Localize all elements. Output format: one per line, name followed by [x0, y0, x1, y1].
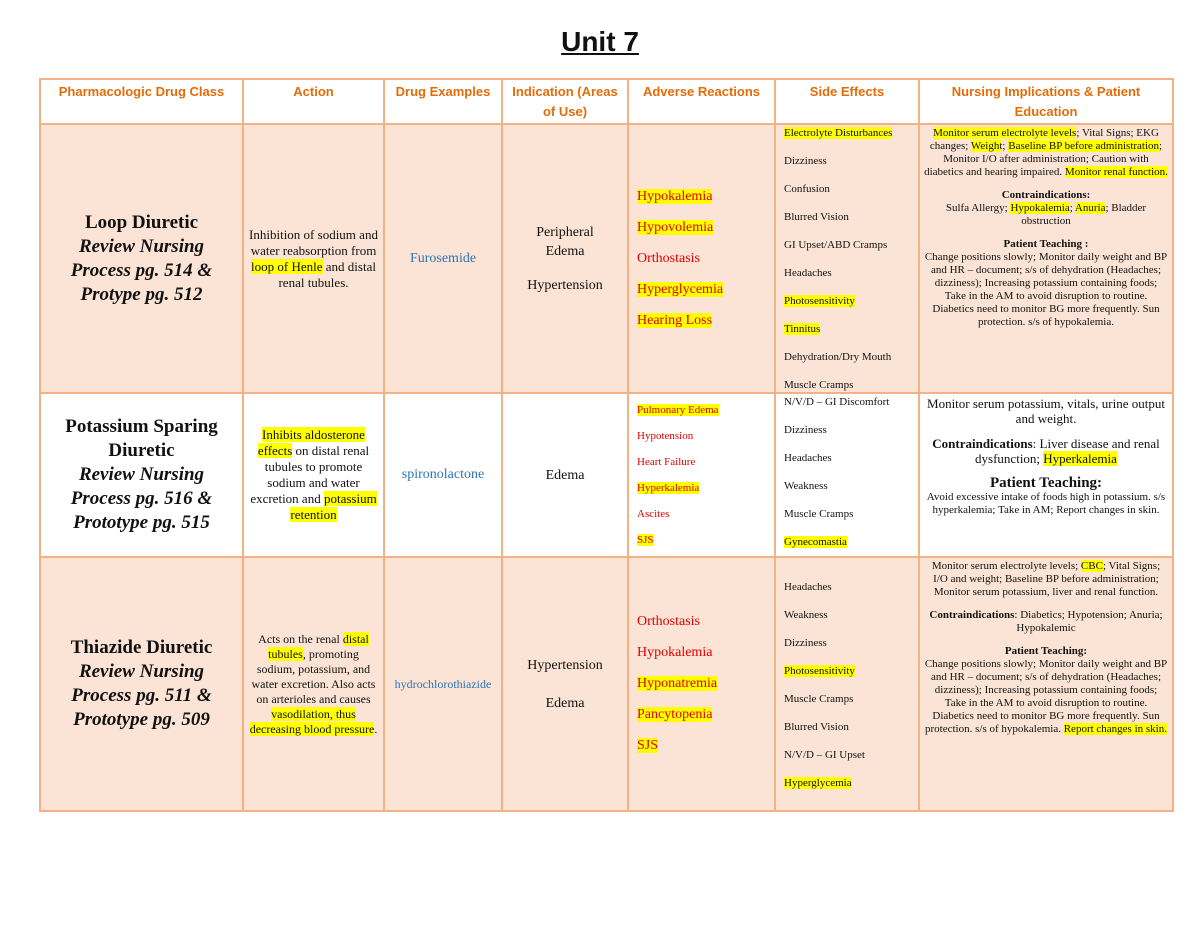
header-nursing-implications: Nursing Implications & Patient Education — [919, 79, 1173, 124]
page-title: Unit 7 — [561, 26, 639, 57]
drug-class-reference: Review Nursing — [78, 661, 205, 682]
action-text: , promoting sodium, potassium, and water excretion. Also acts on arterioles and causes — [251, 646, 376, 706]
side-effect-item: Dizziness — [784, 636, 827, 649]
drug-class-cell — [40, 393, 243, 557]
adverse-item: Orthostasis — [637, 614, 700, 629]
action-cell — [243, 557, 384, 811]
side-effect-item: Muscle Cramps — [784, 379, 854, 391]
indication-item: Edema — [545, 695, 585, 711]
side-effect-item: Headaches — [784, 580, 832, 593]
side-effect-item: Muscle Cramps — [784, 508, 854, 520]
contraindications-text: Sulfa Allergy; Hypokalemia; Anuria; Bladder obstruction — [945, 202, 1147, 227]
drug-class-reference: Process pg. 514 & — [70, 259, 213, 281]
monitoring-text: Monitor serum electrolyte levels; CBC; Vital Signs; I/O and weight; Baseline BP before administration; Monitor serum potassium, liver and renal function. — [931, 560, 1161, 598]
action-text: and distal renal tubules. — [278, 258, 376, 290]
side-effect-item: Blurred Vision — [784, 211, 849, 223]
indication-cell — [502, 557, 628, 811]
indication-item: Hypertension — [527, 277, 603, 293]
adverse-item: Hearing Loss — [637, 312, 713, 328]
patient-teaching-text: Avoid excessive intake of foods high in potassium. s/s hyperkalemia; Take in AM; Report changes in skin. — [926, 491, 1166, 516]
contraindications-label: Contraindications: — [1001, 189, 1091, 201]
nursing-implications-cell — [919, 557, 1173, 811]
side-effect-item: GI Upset/ABD Cramps — [784, 239, 888, 251]
action-highlight: potassium retention — [290, 491, 377, 522]
header-side-effects: Side Effects — [775, 79, 919, 124]
side-effect-item: Photosensitivity — [784, 295, 855, 307]
drug-class-name: Potassium Sparing — [65, 416, 218, 437]
side-effect-item: Dizziness — [784, 424, 827, 436]
adverse-reactions-cell — [628, 393, 775, 557]
side-effects-cell — [775, 393, 919, 557]
drug-class-cell — [40, 124, 243, 393]
drug-class-reference: Review Nursing — [78, 464, 205, 485]
adverse-item: Hypokalemia — [637, 645, 713, 660]
drug-class-reference: Prototype pg. 515 — [73, 512, 210, 533]
header-action: Action — [243, 79, 384, 124]
side-effect-item: Blurred Vision — [784, 720, 849, 733]
indication-item: Peripheral Edema — [536, 224, 594, 259]
nursing-implications-cell — [919, 124, 1173, 393]
action-text: on distal renal tubules to promote sodium and water excretion and — [250, 443, 370, 506]
adverse-item: Orthostasis — [637, 250, 700, 266]
patient-teaching-label: Patient Teaching : — [1003, 238, 1089, 250]
header-indication: Indication (Areas of Use) — [502, 79, 628, 124]
drug-class-reference: Review Nursing — [78, 235, 205, 257]
adverse-item: Hypovolemia — [637, 219, 714, 235]
header-row — [40, 79, 1173, 124]
adverse-item: Hypotension — [637, 430, 694, 442]
side-effects-cell — [775, 124, 919, 393]
header-drug-examples: Drug Examples — [384, 79, 502, 124]
drug-class-cell — [40, 557, 243, 811]
drug-class-reference: Process pg. 511 & — [71, 685, 212, 706]
action-cell — [243, 124, 384, 393]
side-effect-item: Confusion — [784, 183, 830, 195]
adverse-item: Hyperkalemia — [637, 482, 700, 494]
patient-teaching-text: Change positions slowly; Monitor daily weight and BP and HR – document; s/s of dehydration (Headaches; dizziness); Increasing potassium containing foods; Take in the AM to avoid disruption to routine. Diabetics need to monitor BG more frequently. Sun protection. s/s of hypokalemia. — [924, 251, 1168, 328]
indication-item: Hypertension — [527, 657, 603, 673]
header-adverse-reactions: Adverse Reactions — [628, 79, 775, 124]
side-effect-item: N/V/D – GI Discomfort — [784, 396, 890, 408]
action-highlight: loop of Henle — [251, 258, 323, 274]
indication-cell: Edema — [502, 393, 628, 557]
side-effect-item: Muscle Cramps — [784, 692, 854, 705]
action-highlight: Inhibits aldosterone effects — [257, 427, 365, 458]
contraindications-text: Contraindications: Liver disease and renal dysfunction; Hyperkalemia — [932, 436, 1160, 466]
side-effect-item: Hyperglycemia — [784, 776, 852, 789]
drug-example-cell: Furosemide — [384, 124, 502, 393]
table-row-loop-diuretic — [40, 124, 1173, 393]
side-effect-item: Headaches — [784, 452, 832, 464]
adverse-item: Pancytopenia — [637, 707, 713, 722]
adverse-item: Hyperglycemia — [637, 281, 724, 297]
drug-example-cell: spironolactone — [384, 393, 502, 557]
action-text: . — [374, 721, 378, 736]
side-effects-cell — [775, 557, 919, 811]
side-effect-item: Photosensitivity — [784, 664, 855, 677]
adverse-item: SJS — [637, 534, 654, 546]
patient-teaching-label: Patient Teaching: — [1004, 645, 1088, 657]
side-effect-item: N/V/D – GI Upset — [784, 748, 865, 761]
side-effect-item: Weakness — [784, 608, 828, 621]
drug-class-table — [39, 78, 1174, 812]
adverse-item: Hypokalemia — [637, 188, 713, 204]
table-row-potassium-sparing-diuretic — [40, 393, 1173, 557]
drug-class-reference: Protype pg. 512 — [80, 283, 203, 305]
contraindications-text: Contraindications: Diabetics; Hypotension; Anuria; Hypokalemic — [929, 609, 1163, 634]
adverse-reactions-cell — [628, 124, 775, 393]
adverse-item: Ascites — [637, 508, 670, 520]
side-effect-item: Tinnitus — [784, 323, 821, 335]
action-text: Acts on the renal — [258, 631, 343, 646]
action-highlight: distal tubules — [268, 631, 369, 661]
side-effect-item: Weakness — [784, 480, 828, 492]
adverse-reactions-cell — [628, 557, 775, 811]
indication-cell — [502, 124, 628, 393]
side-effect-item: Dehydration/Dry Mouth — [784, 351, 892, 363]
drug-class-reference: Prototype pg. 509 — [73, 709, 210, 730]
header-drug-class: Pharmacologic Drug Class — [40, 79, 243, 124]
monitoring-text: Monitor serum electrolyte levels; Vital Signs; EKG changes; Weight; Baseline BP before administration; Monitor I/O after administration; Caution with diabetics and hearing impaired. Monitor renal function. — [924, 127, 1168, 178]
adverse-item: Hyponatremia — [637, 676, 718, 691]
monitoring-text: Monitor serum potassium, vitals, urine output and weight. — [927, 396, 1165, 426]
adverse-item: SJS — [637, 738, 659, 753]
drug-example-cell: hydrochlorothiazide — [384, 557, 502, 811]
side-effect-item: Electrolyte Disturbances — [784, 127, 893, 139]
action-text: Inhibition of sodium and water reabsorption from — [249, 226, 378, 258]
side-effect-item: Dizziness — [784, 155, 827, 167]
drug-class-name: Loop Diuretic — [84, 211, 199, 233]
patient-teaching-label: Patient Teaching: — [989, 475, 1103, 491]
side-effect-item: Gynecomastia — [784, 536, 847, 548]
side-effect-item: Headaches — [784, 267, 832, 279]
action-highlight: vasodilation, thus decreasing blood pressure — [249, 706, 375, 736]
table-row-thiazide-diuretic — [40, 557, 1173, 811]
adverse-item: Pulmonary Edema — [637, 404, 719, 416]
drug-class-name: Thiazide Diuretic — [70, 637, 213, 658]
drug-class-reference: Process pg. 516 & — [70, 488, 213, 509]
nursing-implications-cell — [919, 393, 1173, 557]
action-cell — [243, 393, 384, 557]
drug-class-name: Diuretic — [108, 440, 175, 461]
patient-teaching-text: Change positions slowly; Monitor daily weight and BP and HR – document; s/s of dehydration (Headaches; dizziness); Increasing potassium containing foods; Take in the AM to avoid disruption to routine. Diabetics need to monitor BG more frequently. Sun protection. s/s of hypokalemia. Report changes in skin. — [924, 658, 1168, 735]
adverse-item: Heart Failure — [637, 456, 696, 468]
